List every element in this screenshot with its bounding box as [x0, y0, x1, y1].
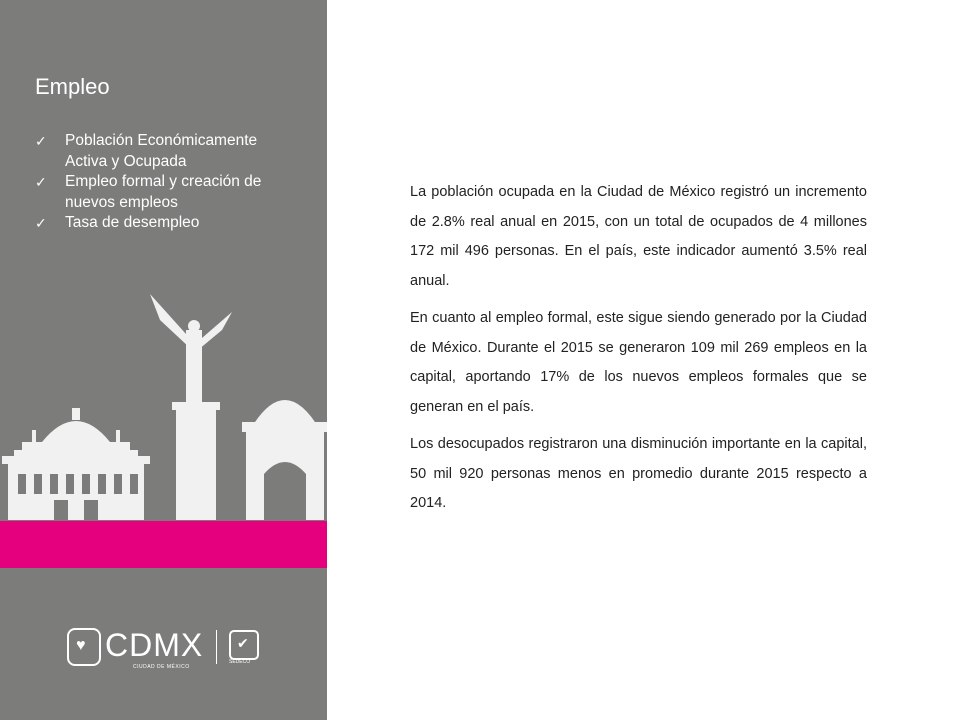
paragraph: Los desocupados registraron una disminución importante en la capital, 50 mil 920 personas menos en promedio durante 2015 respecto a 2014. — [410, 436, 867, 511]
logo-wordmark: CDMX — [105, 627, 204, 663]
city-skyline-illustration — [0, 290, 327, 525]
paragraph: La población ocupada en la Ciudad de México registró un incremento de 2.8% real anual en 2015, con un total de ocupados de 4 millones 172 mil 496 personas. En el país, este indicador aumentó 3.5% real anual. — [410, 184, 867, 289]
cdmx-logo — [63, 624, 273, 670]
palace-building-icon — [2, 408, 150, 520]
logo-subtitle: CIUDAD DE MÉXICO — [133, 664, 190, 670]
topic-label: Empleo formal y creación de nuevos empleos — [65, 173, 262, 211]
paragraph: En cuanto al empleo formal, este sigue siendo generado por la Ciudad de México. Durante el 2015 se generaron 109 mil 269 empleos en la capital, aportando 17% de los nuevos empleos formales que se generan en el país. — [410, 310, 867, 415]
sidebar-title: Empleo — [35, 74, 110, 99]
sedeco-badge-icon: ✔ — [229, 630, 259, 660]
content-body — [410, 178, 867, 527]
accent-band — [0, 521, 327, 568]
check-icon: ✓ — [35, 174, 47, 190]
topic-label: Tasa de desempleo — [65, 214, 200, 231]
heart-logo-icon: ♥ — [67, 628, 101, 666]
check-icon: ✓ — [35, 133, 47, 149]
topic-item — [35, 172, 295, 213]
sidebar — [0, 0, 327, 720]
check-icon: ✓ — [35, 215, 47, 231]
topic-label: Población Económicamente Activa y Ocupada — [65, 132, 258, 170]
angel-monument-icon — [150, 294, 232, 520]
logo-divider — [216, 630, 217, 664]
topic-item — [35, 131, 295, 172]
topic-list — [35, 131, 295, 234]
sedeco-label: SEDECO — [229, 659, 251, 665]
topic-item — [35, 213, 295, 234]
